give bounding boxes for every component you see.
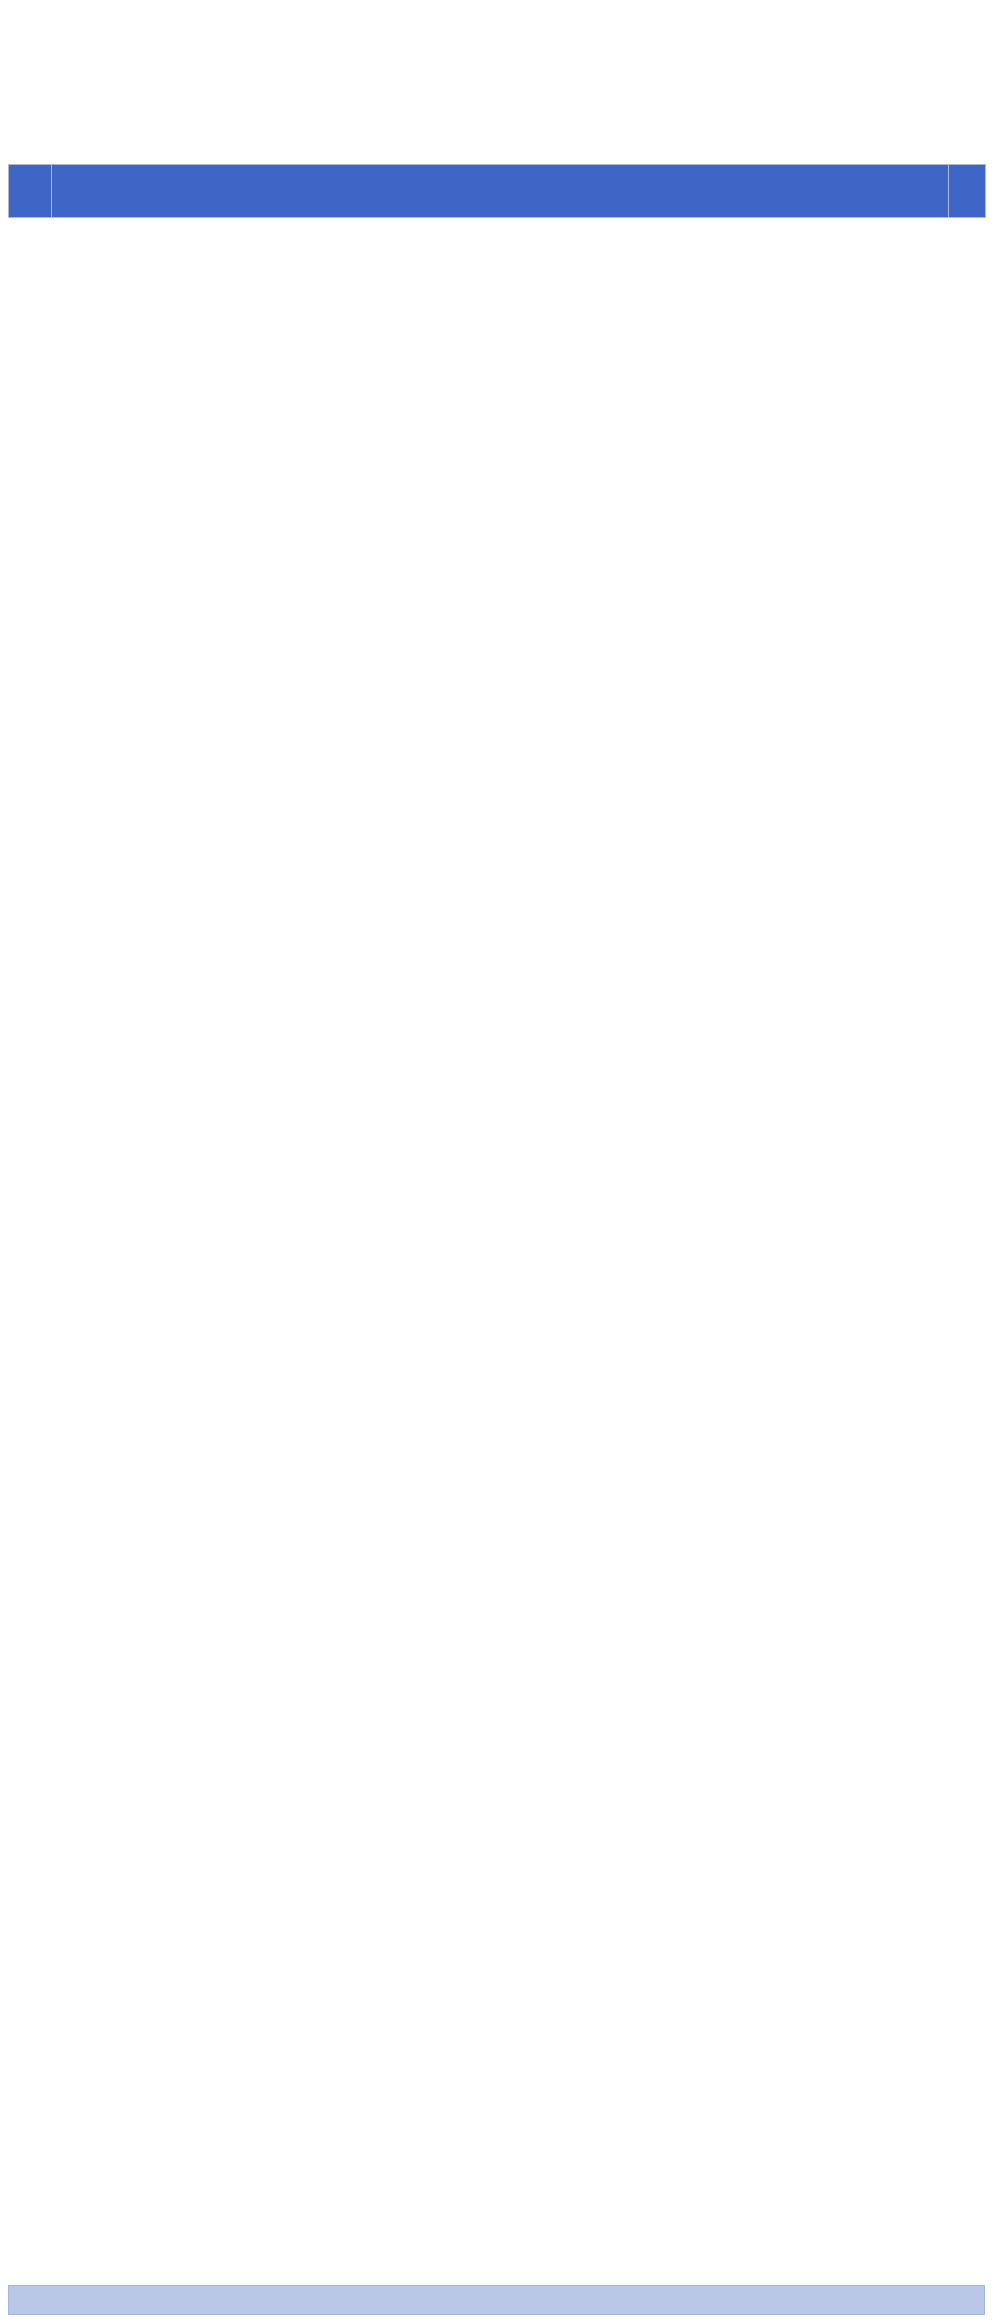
table-header-row bbox=[9, 165, 985, 217]
header-access bbox=[949, 165, 985, 217]
page-info-top bbox=[8, 108, 985, 162]
bottom-bar bbox=[8, 2285, 985, 2315]
header-rank bbox=[9, 165, 51, 217]
page-title bbox=[0, 62, 993, 81]
ranking-table bbox=[8, 164, 986, 218]
page-info-bottom bbox=[8, 0, 985, 54]
header-title bbox=[52, 165, 948, 217]
